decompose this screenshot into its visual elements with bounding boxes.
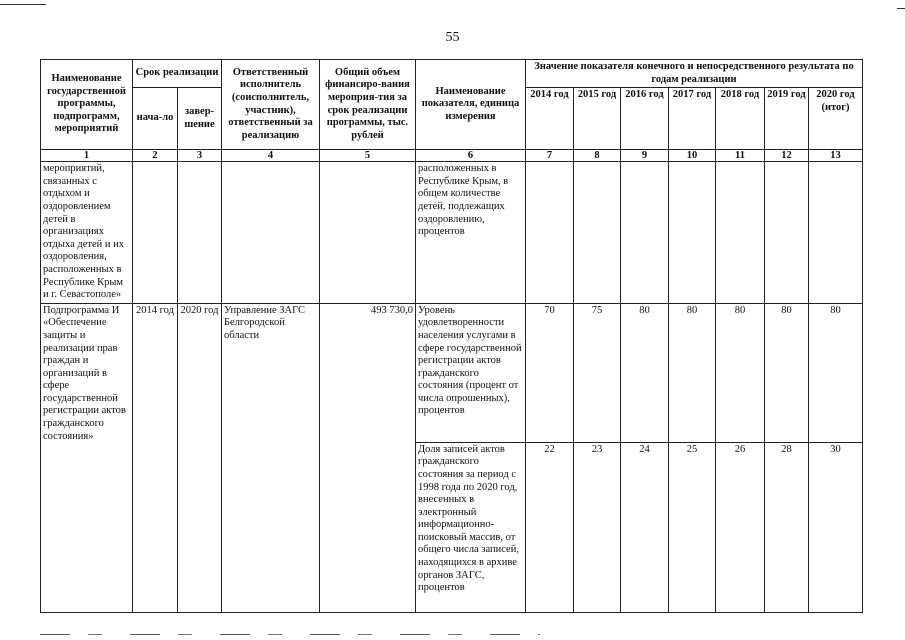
value-cell: 23: [574, 442, 621, 612]
value-cell: 80: [809, 303, 863, 442]
value-cell: 75: [574, 303, 621, 442]
column-number: 3: [178, 150, 222, 162]
program-name-cell: мероприятий, связанных с отдыхом и оздоровлением детей в организациях отдыха детей и их оздоровления, расположенных в Республике Крым и г. Севастополе»: [41, 162, 133, 304]
term-end-cell: 2020 год: [178, 303, 222, 612]
header-term: Срок реализации: [133, 60, 222, 88]
column-number: 13: [809, 150, 863, 162]
value-cell: [621, 162, 669, 304]
column-number: 11: [716, 150, 765, 162]
funding-cell: 493 730,0: [320, 303, 416, 612]
column-number: 12: [765, 150, 809, 162]
table-row: [41, 303, 863, 442]
value-cell: [669, 162, 716, 304]
value-cell: 80: [716, 303, 765, 442]
header-year-2017: 2017 год: [669, 88, 716, 150]
column-number: 6: [416, 150, 526, 162]
column-number: 5: [320, 150, 416, 162]
column-number: 7: [526, 150, 574, 162]
header-values-group: Значение показателя конечного и непосредственного результата по годам реализации: [526, 60, 863, 88]
column-number: 1: [41, 150, 133, 162]
table-row: [41, 162, 863, 304]
header-indicator: Наименование показателя, единица измерения: [416, 60, 526, 150]
term-start-cell: [133, 162, 178, 304]
column-number: 8: [574, 150, 621, 162]
header-term-end: завер-шение: [178, 88, 222, 150]
header-year-2018: 2018 год: [716, 88, 765, 150]
header-program-name: Наименование государственной программы, подпрограмм, мероприятий: [41, 60, 133, 150]
indicators-table: [40, 59, 863, 613]
header-year-2015: 2015 год: [574, 88, 621, 150]
column-number: 4: [222, 150, 320, 162]
program-name-cell: Подпрограмма И «Обеспечение защиты и реализации прав граждан и организаций в сфере государственной регистрации актов гражданского состояния»: [41, 303, 133, 612]
scan-artifact-line: [0, 4, 46, 5]
scan-artifact-line: [40, 634, 540, 635]
header-year-2019: 2019 год: [765, 88, 809, 150]
value-cell: [765, 162, 809, 304]
header-funding: Общий объем финансиро-вания мероприя-тия за срок реализации программы, тыс. рублей: [320, 60, 416, 150]
header-executor: Ответственный исполнитель (соисполнитель, участник), ответственный за реализацию: [222, 60, 320, 150]
column-number: 2: [133, 150, 178, 162]
header-year-2016: 2016 год: [621, 88, 669, 150]
value-cell: 25: [669, 442, 716, 612]
value-cell: 22: [526, 442, 574, 612]
funding-cell: [320, 162, 416, 304]
value-cell: [526, 162, 574, 304]
executor-cell: Управление ЗАГС Белгородской области: [222, 303, 320, 612]
value-cell: 80: [765, 303, 809, 442]
value-cell: 30: [809, 442, 863, 612]
value-cell: 28: [765, 442, 809, 612]
scan-artifact-line: [897, 8, 905, 9]
value-cell: 80: [621, 303, 669, 442]
term-start-cell: 2014 год: [133, 303, 178, 612]
value-cell: [809, 162, 863, 304]
value-cell: 80: [669, 303, 716, 442]
value-cell: 24: [621, 442, 669, 612]
indicator-cell: расположенных в Республике Крым, в общем количестве детей, подлежащих оздоровлению, процентов: [416, 162, 526, 304]
value-cell: [574, 162, 621, 304]
indicator-cell: Уровень удовлетворенности населения услугами в сфере государственной регистрации актов гражданского состояния (процент от числа опрошенных), процентов: [416, 303, 526, 442]
page-number: 55: [445, 30, 460, 45]
indicator-cell: Доля записей актов гражданского состояния за период с 1998 года по 2020 год, внесенных в электронный информационно-поисковый массив, от общего числа записей, находящихся в архиве органов ЗАГС, процентов: [416, 442, 526, 612]
value-cell: 70: [526, 303, 574, 442]
header-term-start: нача-ло: [133, 88, 178, 150]
executor-cell: [222, 162, 320, 304]
header-year-2014: 2014 год: [526, 88, 574, 150]
column-number: 9: [621, 150, 669, 162]
term-end-cell: [178, 162, 222, 304]
column-number-row: [41, 150, 863, 162]
header-year-2020: 2020 год (итог): [809, 88, 863, 150]
value-cell: [716, 162, 765, 304]
value-cell: 26: [716, 442, 765, 612]
column-number: 10: [669, 150, 716, 162]
